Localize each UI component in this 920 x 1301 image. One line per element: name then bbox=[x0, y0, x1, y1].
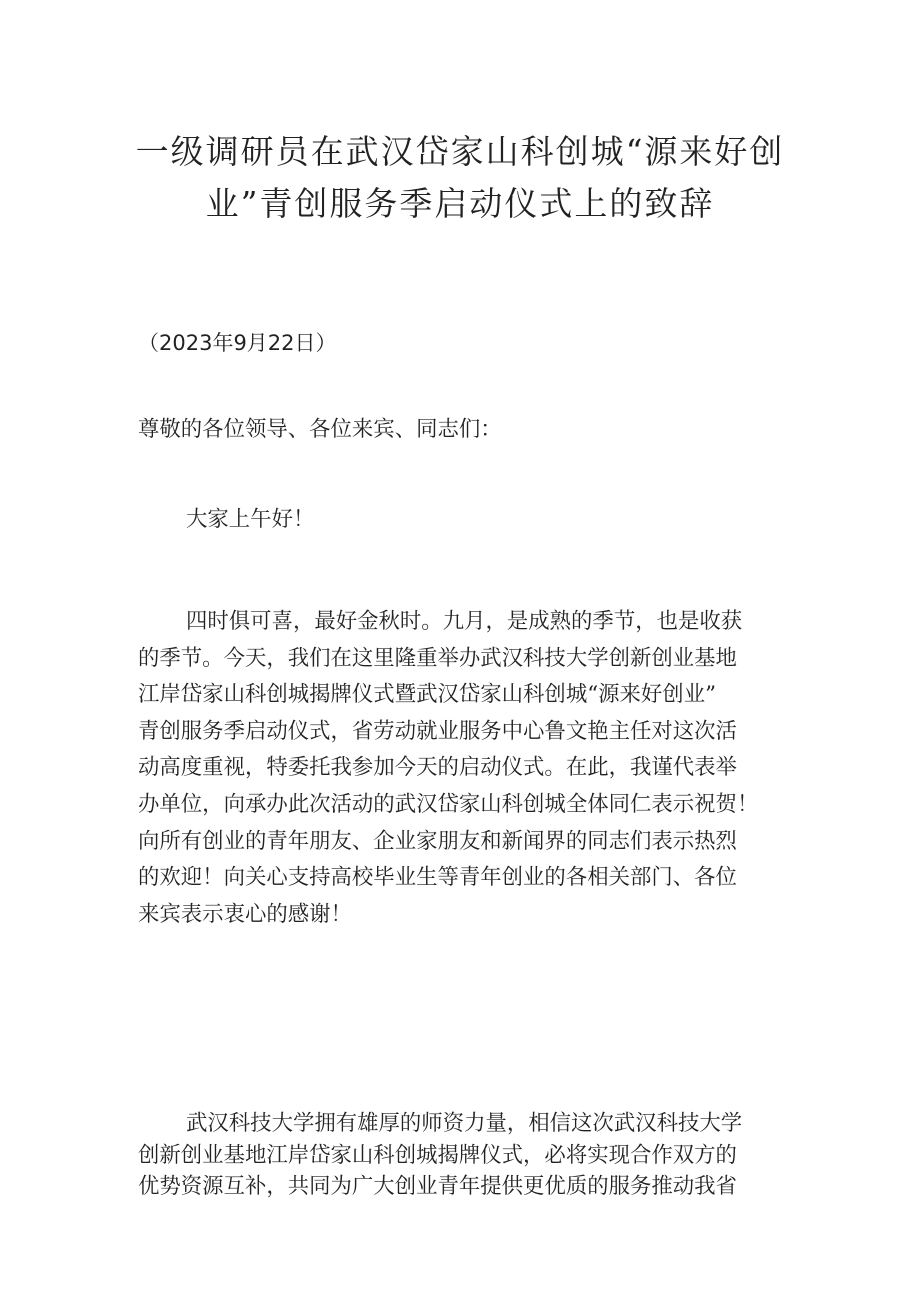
title-line: 一级调研员在武汉岱家山科创城“源来好创 bbox=[135, 132, 785, 171]
paragraph-2 bbox=[138, 1108, 788, 1203]
paragraph-line: 江岸岱家山科创城揭牌仪式暨武汉岱家山科创城“源来好创业” bbox=[138, 682, 717, 708]
paragraph-line: 向所有创业的青年朋友、企业家朋友和新闻界的同志们表示热烈 bbox=[138, 828, 737, 854]
salutation: 尊敬的各位领导、各位来宾、同志们： bbox=[138, 417, 502, 442]
paragraph-line: 青创服务季启动仪式，省劳动就业服务中心鲁文艳主任对这次活 bbox=[138, 718, 737, 744]
paragraph-line: 动高度重视，特委托我参加今天的启动仪式。在此，我谨代表举 bbox=[138, 755, 737, 781]
paragraph-line: 来宾表示衷心的感谢！ bbox=[138, 901, 352, 927]
paragraph-1 bbox=[138, 604, 788, 933]
speech-date: （2023年9月22日） bbox=[138, 331, 337, 355]
paragraph-line: 优势资源互补，共同为广大创业青年提供更优质的服务推动我省 bbox=[138, 1174, 737, 1199]
greeting: 大家上午好！ bbox=[186, 507, 315, 532]
paragraph-line: 的欢迎！向关心支持高校毕业生等青年创业的各相关部门、各位 bbox=[138, 865, 737, 891]
paragraph-line: 创新创业基地江岸岱家山科创城揭牌仪式，必将实现合作双方的 bbox=[138, 1142, 737, 1168]
paragraph-line: 武汉科技大学拥有雄厚的师资力量，相信这次武汉科技大学 bbox=[186, 1111, 743, 1136]
paragraph-line: 四时俱可喜，最好金秋时。九月，是成熟的季节，也是收获 bbox=[186, 609, 743, 634]
document-title bbox=[0, 126, 920, 230]
paragraph-line: 的季节。今天，我们在这里隆重举办武汉科技大学创新创业基地 bbox=[138, 645, 737, 671]
title-line: 业”青创服务季启动仪式上的致辞 bbox=[205, 184, 715, 223]
paragraph-line: 办单位，向承办此次活动的武汉岱家山科创城全体同仁表示祝贺！ bbox=[138, 791, 759, 817]
